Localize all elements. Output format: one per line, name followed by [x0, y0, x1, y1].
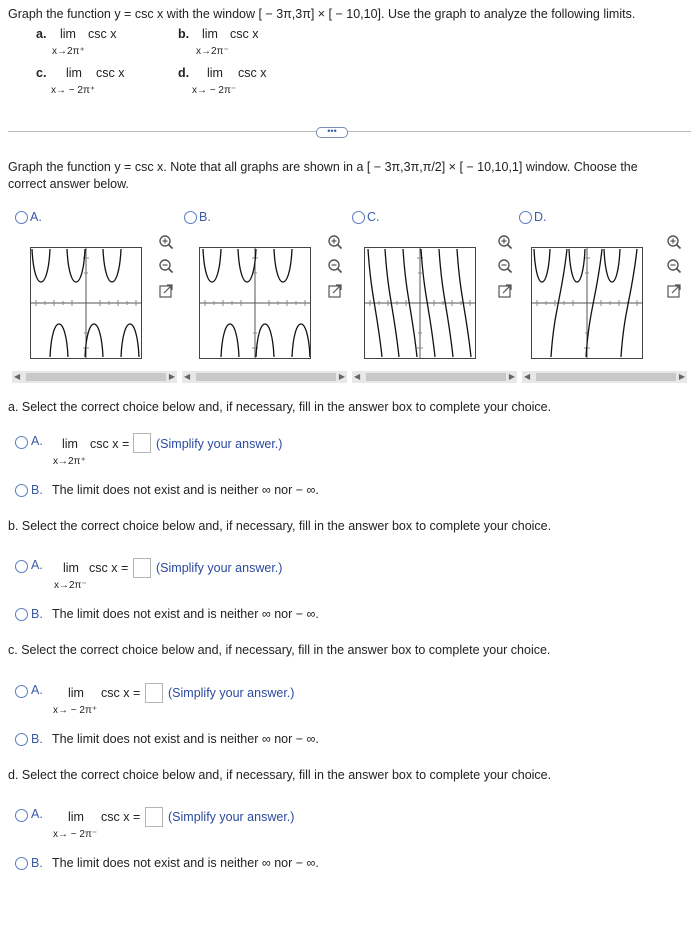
- question-d-answer-box[interactable]: [145, 807, 163, 827]
- question-b-option-b-label[interactable]: B.: [31, 607, 43, 621]
- graph-option-d-label[interactable]: D.: [534, 210, 547, 224]
- question-d-prompt: d. Select the correct choice below and, if necessary, fill in the answer box to complete your choice.: [8, 768, 552, 782]
- scroll-right-arrow-icon[interactable]: ▶: [338, 372, 345, 381]
- question-a-answer-box[interactable]: [133, 433, 151, 453]
- graph-option-b: [199, 247, 311, 359]
- question-c-option-b-text: The limit does not exist and is neither ∞ nor − ∞.: [52, 732, 319, 746]
- zoom-in-icon[interactable]: [327, 234, 343, 250]
- graph-option-c: [364, 247, 476, 359]
- graph-option-b-label[interactable]: B.: [199, 210, 211, 224]
- part-d-letter: d.: [178, 66, 190, 80]
- question-c-prompt: c. Select the correct choice below and, if necessary, fill in the answer box to complete your choice.: [8, 643, 551, 657]
- question-b-hint: (Simplify your answer.): [156, 561, 283, 575]
- graph-option-b-plot: [200, 248, 310, 358]
- zoom-out-icon[interactable]: [327, 258, 343, 274]
- scroll-left-arrow-icon[interactable]: ◀: [14, 372, 21, 381]
- graph-option-a-plot: [31, 248, 141, 358]
- part-b-letter: b.: [178, 27, 190, 41]
- scroll-thumb[interactable]: [536, 373, 676, 381]
- scroll-left-arrow-icon[interactable]: ◀: [524, 372, 531, 381]
- external-link-icon[interactable]: [158, 283, 174, 299]
- part-a-sub: x→2π⁺: [52, 46, 85, 57]
- question-d-lim: lim: [68, 810, 84, 824]
- question-d-option-b-radio[interactable]: [15, 857, 28, 870]
- graph-option-a: [30, 247, 142, 359]
- question-c-hint: (Simplify your answer.): [168, 686, 295, 700]
- external-link-icon[interactable]: [666, 283, 682, 299]
- scroll-thumb[interactable]: [196, 373, 336, 381]
- question-b-option-a-radio[interactable]: [15, 560, 28, 573]
- graph-option-d-plot: [532, 248, 642, 358]
- zoom-in-icon[interactable]: [497, 234, 513, 250]
- part-a-letter: a.: [36, 27, 47, 41]
- zoom-in-icon[interactable]: [666, 234, 682, 250]
- graph-option-d-radio[interactable]: [519, 211, 532, 224]
- scroll-right-arrow-icon[interactable]: ▶: [678, 372, 685, 381]
- expand-more-button[interactable]: •••: [316, 127, 348, 138]
- question-c-option-b-label[interactable]: B.: [31, 732, 43, 746]
- question-c-option-b-radio[interactable]: [15, 733, 28, 746]
- graph-option-c-label[interactable]: C.: [367, 210, 380, 224]
- question-c-option-a-label[interactable]: A.: [31, 683, 43, 697]
- graph-option-a-radio[interactable]: [15, 211, 28, 224]
- question-d-option-b-label[interactable]: B.: [31, 856, 43, 870]
- part-b-func: csc x: [230, 27, 259, 41]
- question-d-func: csc x =: [101, 810, 141, 824]
- question-b-option-b-radio[interactable]: [15, 608, 28, 621]
- question-d-option-a-radio[interactable]: [15, 809, 28, 822]
- part-a-func: csc x: [88, 27, 117, 41]
- question-b-lim: lim: [63, 561, 79, 575]
- graph-option-b-radio[interactable]: [184, 211, 197, 224]
- graph-option-c-plot: [365, 248, 475, 358]
- problem-intro: Graph the function y = csc x with the window [ − 3π,3π] × [ − 10,10]. Use the graph to analyze the following limits.: [8, 7, 636, 21]
- graph-option-a-label[interactable]: A.: [30, 210, 42, 224]
- scroll-thumb[interactable]: [26, 373, 166, 381]
- graph-d-scrollbar[interactable]: [522, 371, 687, 383]
- part-c-lim: lim: [66, 66, 82, 80]
- graph-instruction-line2: correct answer below.: [8, 177, 129, 191]
- part-c-sub: x→ − 2π⁺: [51, 85, 96, 96]
- question-a-option-b-label[interactable]: B.: [31, 483, 43, 497]
- part-d-func: csc x: [238, 66, 267, 80]
- question-c-func: csc x =: [101, 686, 141, 700]
- scroll-left-arrow-icon[interactable]: ◀: [184, 372, 191, 381]
- zoom-out-icon[interactable]: [497, 258, 513, 274]
- question-b-sub: x→2π⁻: [54, 580, 87, 591]
- external-link-icon[interactable]: [497, 283, 513, 299]
- question-b-option-a-label[interactable]: A.: [31, 558, 43, 572]
- question-b-answer-box[interactable]: [133, 558, 151, 578]
- graph-a-scrollbar[interactable]: [12, 371, 177, 383]
- scroll-right-arrow-icon[interactable]: ▶: [168, 372, 175, 381]
- section-divider: [8, 131, 691, 132]
- question-b-func: csc x =: [89, 561, 129, 575]
- question-a-option-b-radio[interactable]: [15, 484, 28, 497]
- part-c-func: csc x: [96, 66, 125, 80]
- question-a-prompt: a. Select the correct choice below and, if necessary, fill in the answer box to complete your choice.: [8, 400, 552, 414]
- question-a-func: csc x =: [90, 437, 130, 451]
- graph-c-scrollbar[interactable]: [352, 371, 517, 383]
- part-b-sub: x→2π⁻: [196, 46, 229, 57]
- question-a-lim: lim: [62, 437, 78, 451]
- question-a-hint: (Simplify your answer.): [156, 437, 283, 451]
- question-a-option-b-text: The limit does not exist and is neither ∞ nor − ∞.: [52, 483, 319, 497]
- graph-option-d: [531, 247, 643, 359]
- question-b-prompt: b. Select the correct choice below and, if necessary, fill in the answer box to complete your choice.: [8, 519, 552, 533]
- question-d-option-a-label[interactable]: A.: [31, 807, 43, 821]
- scroll-left-arrow-icon[interactable]: ◀: [354, 372, 361, 381]
- zoom-in-icon[interactable]: [158, 234, 174, 250]
- graph-option-c-radio[interactable]: [352, 211, 365, 224]
- question-a-option-a-label[interactable]: A.: [31, 434, 43, 448]
- question-c-sub: x→ − 2π⁺: [53, 705, 98, 716]
- question-c-lim: lim: [68, 686, 84, 700]
- scroll-thumb[interactable]: [366, 373, 506, 381]
- question-a-option-a-radio[interactable]: [15, 436, 28, 449]
- external-link-icon[interactable]: [327, 283, 343, 299]
- question-d-sub: x→ − 2π⁻: [53, 829, 98, 840]
- part-b-lim: lim: [202, 27, 218, 41]
- question-a-sub: x→2π⁺: [53, 456, 86, 467]
- graph-instruction-line1: Graph the function y = csc x. Note that all graphs are shown in a [ − 3π,3π,π/2] × [ − 10,10,1] window. Choose the: [8, 160, 638, 174]
- question-b-option-b-text: The limit does not exist and is neither ∞ nor − ∞.: [52, 607, 319, 621]
- question-d-hint: (Simplify your answer.): [168, 810, 295, 824]
- zoom-out-icon[interactable]: [666, 258, 682, 274]
- part-d-sub: x→ − 2π⁻: [192, 85, 237, 96]
- question-c-answer-box[interactable]: [145, 683, 163, 703]
- part-a-lim: lim: [60, 27, 76, 41]
- part-c-letter: c.: [36, 66, 47, 80]
- scroll-right-arrow-icon[interactable]: ▶: [508, 372, 515, 381]
- question-d-option-b-text: The limit does not exist and is neither ∞ nor − ∞.: [52, 856, 319, 870]
- zoom-out-icon[interactable]: [158, 258, 174, 274]
- graph-b-scrollbar[interactable]: [182, 371, 347, 383]
- question-c-option-a-radio[interactable]: [15, 685, 28, 698]
- part-d-lim: lim: [207, 66, 223, 80]
